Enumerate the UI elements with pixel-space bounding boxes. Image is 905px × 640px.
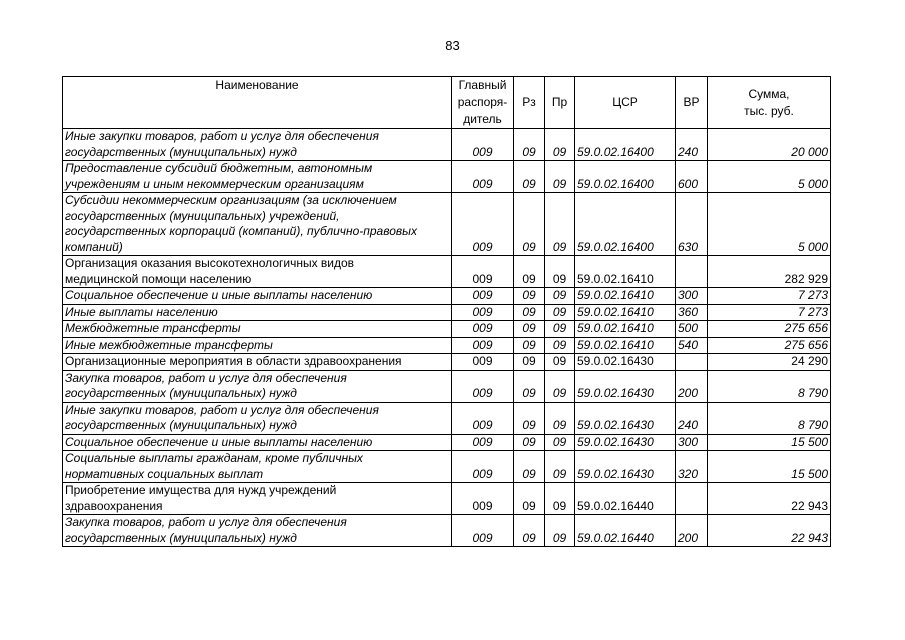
cell-pr: 09 xyxy=(545,256,575,288)
header-sum: Сумма, тыс. руб. xyxy=(708,77,831,129)
cell-manager: 009 xyxy=(452,402,514,434)
table-row xyxy=(63,370,831,402)
cell-sum: 8 790 xyxy=(708,370,831,402)
cell-sum: 5 000 xyxy=(708,161,831,193)
cell-name: Социальное обеспечение и иные выплаты населению xyxy=(63,434,452,451)
cell-pr: 09 xyxy=(545,129,575,161)
cell-name: Приобретение имущества для нужд учреждений здравоохранения xyxy=(63,483,452,515)
cell-name: Организационные мероприятия в области здравоохранения xyxy=(63,354,452,371)
cell-rz: 09 xyxy=(514,256,545,288)
cell-manager: 009 xyxy=(452,515,514,547)
cell-name: Иные выплаты населению xyxy=(63,304,452,321)
cell-manager: 009 xyxy=(452,321,514,338)
table-row xyxy=(63,321,831,338)
cell-manager: 009 xyxy=(452,161,514,193)
cell-rz: 09 xyxy=(514,402,545,434)
cell-pr: 09 xyxy=(545,321,575,338)
cell-sum: 15 500 xyxy=(708,451,831,483)
cell-manager: 009 xyxy=(452,288,514,305)
cell-rz: 09 xyxy=(514,337,545,354)
cell-csr: 59.0.02.16400 xyxy=(575,161,676,193)
header-name: Наименование xyxy=(63,77,452,129)
cell-name: Организация оказания высокотехнологичных видов медицинской помощи населению xyxy=(63,256,452,288)
header-manager: Главный распоря- дитель xyxy=(452,77,514,129)
cell-vr: 200 xyxy=(676,515,708,547)
cell-vr: 240 xyxy=(676,129,708,161)
cell-csr: 59.0.02.16430 xyxy=(575,402,676,434)
table-row xyxy=(63,161,831,193)
cell-csr: 59.0.02.16440 xyxy=(575,515,676,547)
table-row xyxy=(63,483,831,515)
budget-table xyxy=(62,76,831,547)
cell-rz: 09 xyxy=(514,288,545,305)
cell-pr: 09 xyxy=(545,161,575,193)
cell-manager: 009 xyxy=(452,434,514,451)
cell-vr: 600 xyxy=(676,161,708,193)
cell-sum: 22 943 xyxy=(708,515,831,547)
table-row xyxy=(63,515,831,547)
cell-rz: 09 xyxy=(514,129,545,161)
cell-sum: 22 943 xyxy=(708,483,831,515)
cell-manager: 009 xyxy=(452,304,514,321)
cell-pr: 09 xyxy=(545,304,575,321)
cell-pr: 09 xyxy=(545,193,575,256)
cell-name: Предоставление субсидий бюджетным, автономным учреждениям и иным некоммерческим организациям xyxy=(63,161,452,193)
cell-sum: 275 656 xyxy=(708,337,831,354)
cell-pr: 09 xyxy=(545,483,575,515)
cell-name: Социальное обеспечение и иные выплаты населению xyxy=(63,288,452,305)
cell-manager: 009 xyxy=(452,483,514,515)
cell-rz: 09 xyxy=(514,515,545,547)
cell-csr: 59.0.02.16400 xyxy=(575,193,676,256)
cell-name: Закупка товаров, работ и услуг для обеспечения государственных (муниципальных) нужд xyxy=(63,370,452,402)
cell-name: Субсидии некоммерческим организациям (за исключением государственных (муниципальных) учреждений, государственных корпораций (компаний), публично-правовых компаний) xyxy=(63,193,452,256)
cell-pr: 09 xyxy=(545,354,575,371)
cell-sum: 275 656 xyxy=(708,321,831,338)
table-header-row xyxy=(63,77,831,129)
table-row xyxy=(63,402,831,434)
cell-sum: 24 290 xyxy=(708,354,831,371)
cell-vr xyxy=(676,354,708,371)
cell-manager: 009 xyxy=(452,256,514,288)
cell-name: Иные закупки товаров, работ и услуг для обеспечения государственных (муниципальных) нужд xyxy=(63,402,452,434)
cell-rz: 09 xyxy=(514,321,545,338)
cell-vr: 300 xyxy=(676,288,708,305)
header-vr: ВР xyxy=(676,77,708,129)
table-body xyxy=(63,129,831,547)
cell-rz: 09 xyxy=(514,354,545,371)
cell-manager: 009 xyxy=(452,354,514,371)
cell-name: Социальные выплаты гражданам, кроме публичных нормативных социальных выплат xyxy=(63,451,452,483)
cell-manager: 009 xyxy=(452,193,514,256)
header-rz: Рз xyxy=(514,77,545,129)
cell-sum: 282 929 xyxy=(708,256,831,288)
cell-csr: 59.0.02.16440 xyxy=(575,483,676,515)
cell-vr xyxy=(676,256,708,288)
table-row xyxy=(63,354,831,371)
cell-rz: 09 xyxy=(514,161,545,193)
table-row xyxy=(63,129,831,161)
cell-csr: 59.0.02.16430 xyxy=(575,434,676,451)
cell-rz: 09 xyxy=(514,304,545,321)
cell-csr: 59.0.02.16430 xyxy=(575,451,676,483)
cell-sum: 7 273 xyxy=(708,288,831,305)
cell-vr: 300 xyxy=(676,434,708,451)
cell-manager: 009 xyxy=(452,370,514,402)
cell-name: Межбюджетные трансферты xyxy=(63,321,452,338)
cell-vr: 200 xyxy=(676,370,708,402)
cell-rz: 09 xyxy=(514,483,545,515)
cell-name: Иные закупки товаров, работ и услуг для обеспечения государственных (муниципальных) нужд xyxy=(63,129,452,161)
table-row xyxy=(63,434,831,451)
cell-vr: 240 xyxy=(676,402,708,434)
cell-manager: 009 xyxy=(452,129,514,161)
table-row xyxy=(63,337,831,354)
cell-sum: 20 000 xyxy=(708,129,831,161)
cell-manager: 009 xyxy=(452,337,514,354)
header-csr: ЦСР xyxy=(575,77,676,129)
table-row xyxy=(63,193,831,256)
cell-pr: 09 xyxy=(545,337,575,354)
cell-rz: 09 xyxy=(514,370,545,402)
cell-pr: 09 xyxy=(545,434,575,451)
cell-rz: 09 xyxy=(514,434,545,451)
cell-sum: 15 500 xyxy=(708,434,831,451)
cell-csr: 59.0.02.16410 xyxy=(575,288,676,305)
cell-sum: 8 790 xyxy=(708,402,831,434)
cell-pr: 09 xyxy=(545,288,575,305)
cell-manager: 009 xyxy=(452,451,514,483)
cell-vr xyxy=(676,483,708,515)
cell-pr: 09 xyxy=(545,515,575,547)
cell-pr: 09 xyxy=(545,451,575,483)
page-number: 83 xyxy=(445,38,460,53)
cell-csr: 59.0.02.16430 xyxy=(575,354,676,371)
cell-rz: 09 xyxy=(514,451,545,483)
cell-csr: 59.0.02.16410 xyxy=(575,256,676,288)
cell-sum: 5 000 xyxy=(708,193,831,256)
cell-vr: 630 xyxy=(676,193,708,256)
header-pr: Пр xyxy=(545,77,575,129)
cell-csr: 59.0.02.16430 xyxy=(575,370,676,402)
cell-vr: 320 xyxy=(676,451,708,483)
table-row xyxy=(63,304,831,321)
cell-csr: 59.0.02.16410 xyxy=(575,321,676,338)
cell-vr: 500 xyxy=(676,321,708,338)
table-row xyxy=(63,288,831,305)
cell-name: Закупка товаров, работ и услуг для обеспечения государственных (муниципальных) нужд xyxy=(63,515,452,547)
cell-vr: 360 xyxy=(676,304,708,321)
cell-pr: 09 xyxy=(545,402,575,434)
cell-pr: 09 xyxy=(545,370,575,402)
cell-vr: 540 xyxy=(676,337,708,354)
cell-sum: 7 273 xyxy=(708,304,831,321)
cell-csr: 59.0.02.16410 xyxy=(575,304,676,321)
cell-name: Иные межбюджетные трансферты xyxy=(63,337,452,354)
cell-csr: 59.0.02.16400 xyxy=(575,129,676,161)
cell-csr: 59.0.02.16410 xyxy=(575,337,676,354)
table-row xyxy=(63,256,831,288)
table-row xyxy=(63,451,831,483)
cell-rz: 09 xyxy=(514,193,545,256)
